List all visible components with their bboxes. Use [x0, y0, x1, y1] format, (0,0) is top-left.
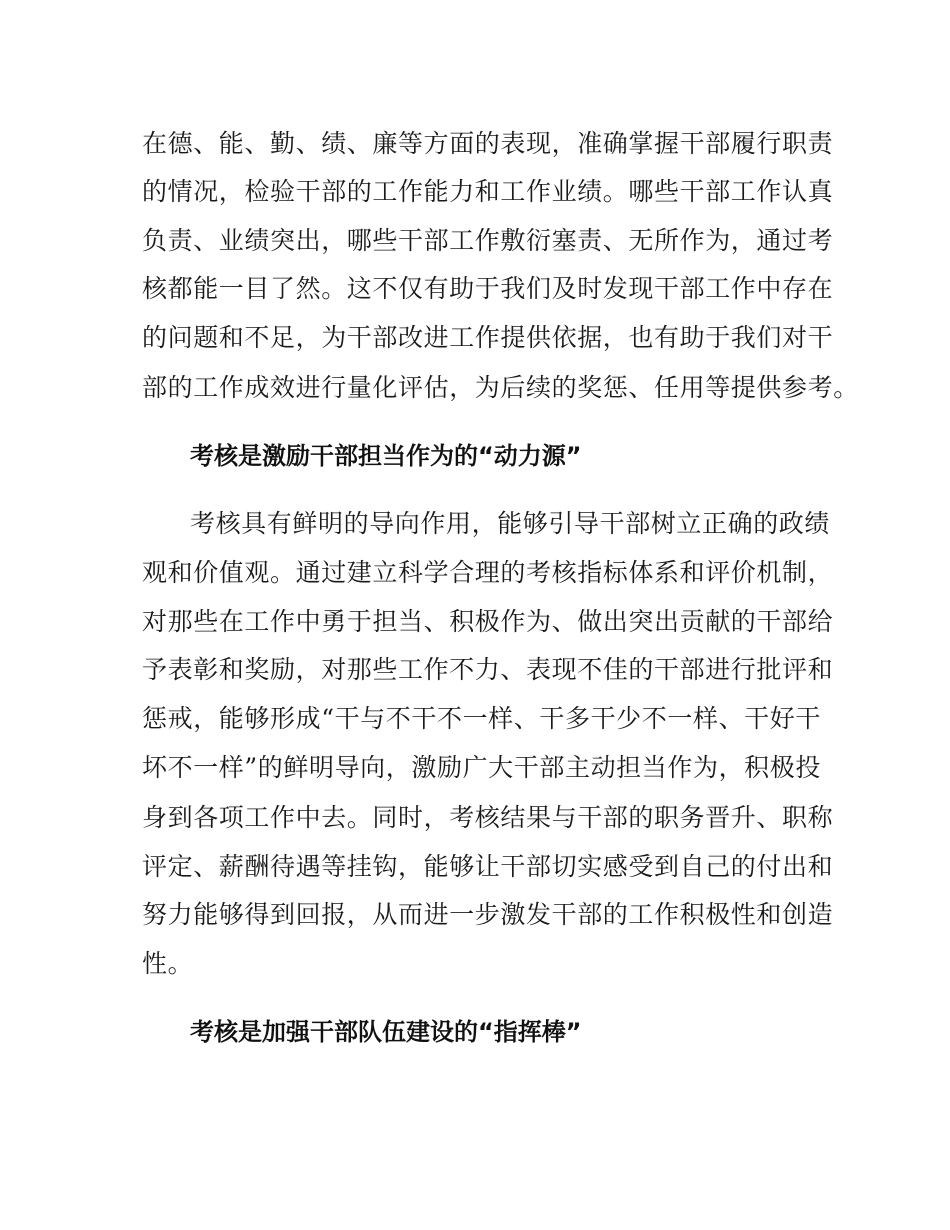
- paragraph-line: 在德、能、勤、绩、廉等方面的表现，准确掌握干部履行职责: [142, 129, 834, 158]
- paragraph-line: 负责、业绩突出，哪些干部工作敷衍塞责、无所作为，通过考: [142, 226, 834, 255]
- paragraph-line: 核都能一目了然。这不仅有助于我们及时发现干部工作中存在: [142, 274, 834, 303]
- paragraph-line: 的问题和不足，为干部改进工作提供依据，也有助于我们对干: [142, 323, 834, 352]
- section-heading-2: 考核是加强干部队伍建设的“指挥棒”: [190, 1018, 582, 1046]
- paragraph-line: 的情况，检验干部的工作能力和工作业绩。哪些干部工作认真: [142, 177, 834, 206]
- paragraph-line: 坏不一样”的鲜明导向，激励广大干部主动担当作为，积极投: [142, 753, 821, 782]
- section-heading-1: 考核是激励干部担当作为的“动力源”: [190, 442, 582, 470]
- paragraph-line: 身到各项工作中去。同时，考核结果与干部的职务晋升、职称: [142, 803, 834, 832]
- paragraph-line: 部的工作成效进行量化评估，为后续的奖惩、任用等提供参考。: [142, 373, 859, 402]
- paragraph-line: 评定、薪酬待遇等挂钩，能够让干部切实感受到自己的付出和: [142, 852, 834, 881]
- paragraph-line: 惩戒，能够形成“干与不干不一样、干多干少不一样、干好干: [142, 704, 821, 733]
- paragraph-line: 考核具有鲜明的导向作用，能够引导干部树立正确的政绩: [190, 509, 831, 538]
- paragraph-line: 努力能够得到回报，从而进一步激发干部的工作积极性和创造: [142, 900, 834, 929]
- paragraph-line: 对那些在工作中勇于担当、积极作为、做出突出贡献的干部给: [142, 607, 834, 636]
- paragraph-line: 性。: [142, 949, 194, 978]
- paragraph-line: 观和价值观。通过建立科学合理的考核指标体系和评价机制，: [142, 558, 834, 587]
- paragraph-line: 予表彰和奖励，对那些工作不力、表现不佳的干部进行批评和: [142, 655, 834, 684]
